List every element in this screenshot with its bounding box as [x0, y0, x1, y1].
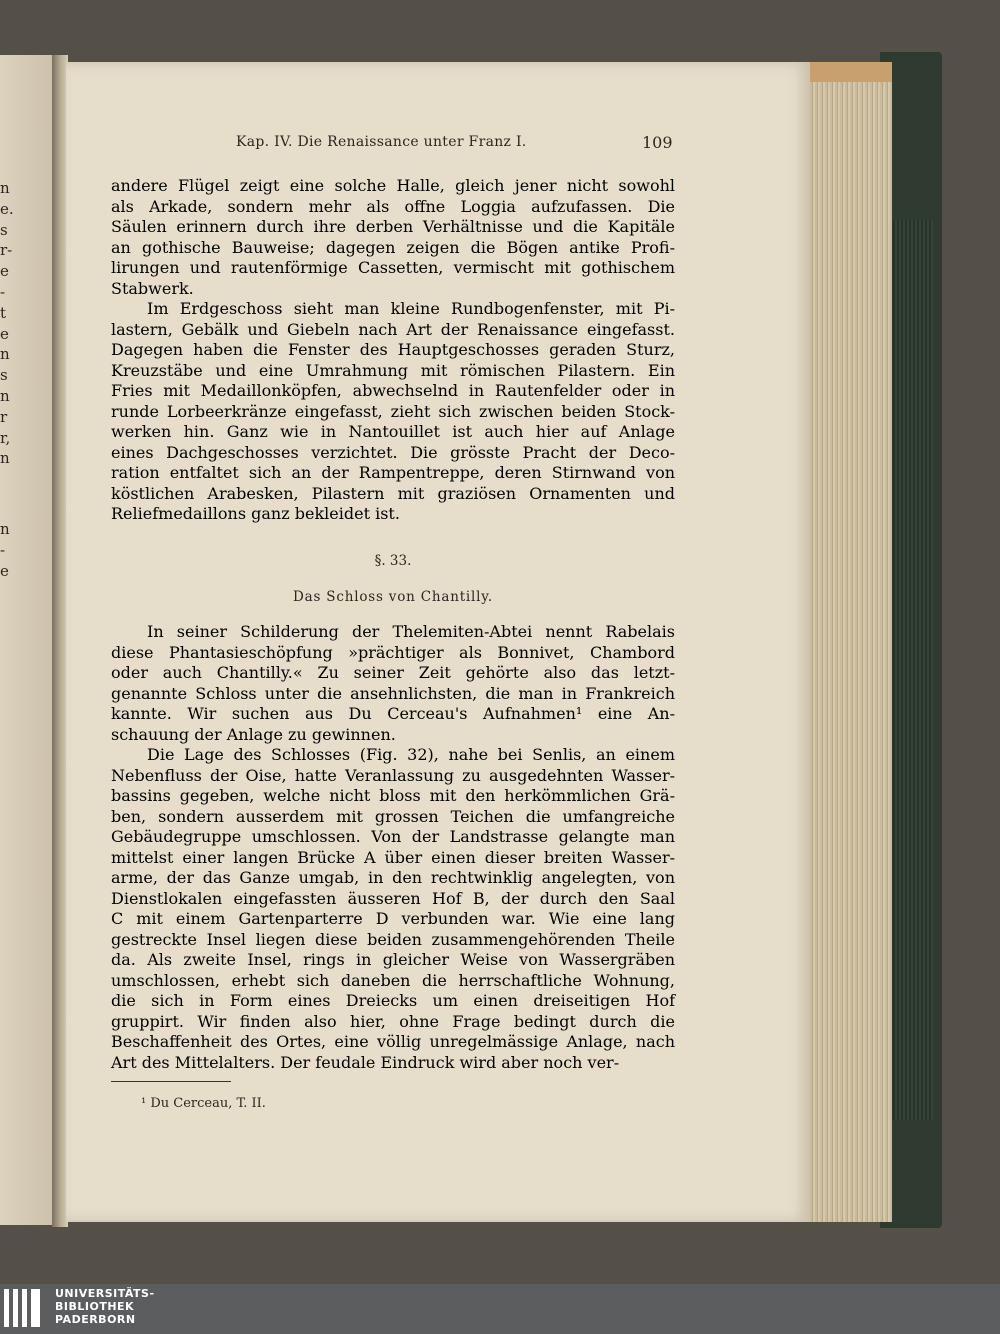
text-line: ration entfaltet sich an der Rampentreppe, deren Stirnwand von — [111, 463, 675, 482]
text-line: an gothische Bauweise; dagegen zeigen die Bögen antike Profi- — [111, 237, 675, 257]
text-line: Dienstlokalen eingefassten äusseren Hof B, der durch den Saal — [111, 888, 675, 908]
left-page-fragment: - — [0, 541, 6, 559]
left-page-fragment: e — [0, 262, 9, 281]
left-page-fragment: n — [0, 387, 10, 405]
left-page-fragment: - — [0, 283, 6, 301]
text-line: schauung der Anlage zu gewinnen. — [111, 724, 396, 744]
text-line: werken hin. Ganz wie in Nantouillet ist auch hier auf Anlage — [111, 422, 675, 441]
page-edges-top — [800, 62, 892, 82]
text-line: Nebenfluss der Oise, hatte Veranlassung zu ausgedehnten Wasser- — [111, 765, 675, 785]
text-line: umschlossen, erhebt sich daneben die herrschaftliche Wohnung, — [111, 970, 675, 990]
book-cover-cloth — [893, 220, 933, 1120]
text-line: als Arkade, sondern mehr als offne Loggia aufzufassen. Die — [111, 196, 675, 216]
section-title: Das Schloss von Chantilly. — [293, 589, 493, 605]
text-line: gruppirt. Wir finden also hier, ohne Frage bedingt durch die — [111, 1011, 675, 1031]
section-number: §. 33. — [374, 553, 412, 569]
text-line: In seiner Schilderung der Thelemiten-Abtei nennt Rabelais — [147, 622, 675, 641]
left-page-fragment: n — [0, 345, 10, 364]
page-number: 109 — [642, 133, 673, 152]
library-logo-line1: UNIVERSITÄTS- — [55, 1287, 155, 1300]
text-line: ben, sondern ausserdem mit grossen Teichen die umfangreiche — [111, 806, 675, 826]
text-line: Die Lage des Schlosses (Fig. 32), nahe bei Senlis, an einem — [147, 745, 675, 764]
text-line: runde Lorbeerkränze eingefasst, zieht sich zwischen beiden Stock- — [111, 401, 675, 421]
text-line: kannte. Wir suchen aus Du Cerceau's Aufnahmen¹ eine An- — [111, 704, 675, 723]
left-page-fragment: n — [0, 179, 10, 197]
left-page-fragment: n — [0, 449, 10, 468]
library-logo-text — [55, 1287, 155, 1326]
page-edges — [800, 62, 892, 1222]
text-line: Art des Mittelalters. Der feudale Eindruck wird aber noch ver- — [111, 1052, 620, 1072]
left-page-fragment: r — [0, 407, 8, 426]
text-line: Beschaffenheit des Ortes, eine völlig unregelmässige Anlage, nach — [111, 1032, 675, 1051]
left-page-fragment: s — [0, 220, 8, 239]
text-line: mittelst einer langen Brücke A über einen dieser breiten Wasser- — [111, 847, 675, 867]
text-line: da. Als zweite Insel, rings in gleicher Weise von Wassergräben — [111, 950, 675, 969]
library-logo-icon — [4, 1289, 46, 1329]
library-logo-line2: BIBLIOTHEK — [55, 1300, 135, 1313]
text-line: Dagegen haben die Fenster des Hauptgeschosses geraden Sturz, — [111, 340, 675, 359]
footnote-rule — [111, 1081, 231, 1082]
text-line: Kreuzstäbe und eine Umrahmung mit römischen Pilastern. Ein — [111, 360, 675, 380]
text-line: Säulen erinnern durch ihre derben Verhältnisse und die Kapitäle — [111, 217, 675, 236]
text-line: gestreckte Insel liegen diese beiden zusammengehörenden Theile — [111, 929, 675, 949]
footnote: ¹ Du Cerceau, T. II. — [141, 1096, 266, 1111]
running-title: Kap. IV. Die Renaissance unter Franz I. — [236, 134, 527, 150]
left-page-fragment: s — [0, 366, 8, 385]
left-page-fragment: t — [0, 303, 7, 322]
left-page-fragment: r- — [0, 241, 13, 260]
text-line: lastern, Gebälk und Giebeln nach Art der Renaissance eingefasst. — [111, 319, 675, 339]
text-line: Reliefmedaillons ganz bekleidet ist. — [111, 504, 400, 523]
left-page-fragment: e. — [0, 199, 14, 218]
text-line: C mit einem Gartenparterre D verbunden war. Wie eine lang — [111, 909, 675, 928]
left-page — [0, 55, 55, 1225]
text-line: die sich in Form eines Dreiecks um einen dreiseitigen Hof — [111, 991, 675, 1010]
text-line: Fries mit Medaillonköpfen, abwechselnd in Rautenfelder oder in — [111, 381, 675, 400]
text-line: eines Dachgeschosses verzichtet. Die grösste Pracht der Deco- — [111, 442, 675, 462]
text-line: arme, der das Ganze umgab, in den rechtwinklig angelegten, von — [111, 868, 675, 887]
left-page-fragment: e — [0, 324, 9, 343]
left-page-fragment: n — [0, 520, 10, 539]
text-line: Gebäudegruppe umschlossen. Von der Landstrasse gelangte man — [111, 827, 675, 846]
text-line: köstlichen Arabesken, Pilastern mit graziösen Ornamenten und — [111, 483, 675, 503]
text-line: oder auch Chantilly.« Zu seiner Zeit gehörte also das letzt- — [111, 663, 675, 682]
text-line: lirungen und rautenförmige Cassetten, vermischt mit gothischem — [111, 258, 675, 277]
text-line: diese Phantasieschöpfung »prächtiger als Bonnivet, Chambord — [111, 642, 675, 662]
text-line: Im Erdgeschoss sieht man kleine Rundbogenfenster, mit Pi- — [147, 299, 675, 318]
left-page-fragment: r, — [0, 428, 11, 447]
text-line: Stabwerk. — [111, 278, 194, 298]
text-line: bassins gegeben, welche nicht bloss mit den herkömmlichen Grä- — [111, 786, 675, 805]
left-page-fragment: e — [0, 561, 9, 580]
library-logo-line3: PADERBORN — [55, 1313, 136, 1326]
text-line: genannte Schloss unter die ansehnlichsten, die man in Frankreich — [111, 683, 675, 703]
text-line: andere Flügel zeigt eine solche Halle, gleich jener nicht sowohl — [111, 176, 675, 195]
